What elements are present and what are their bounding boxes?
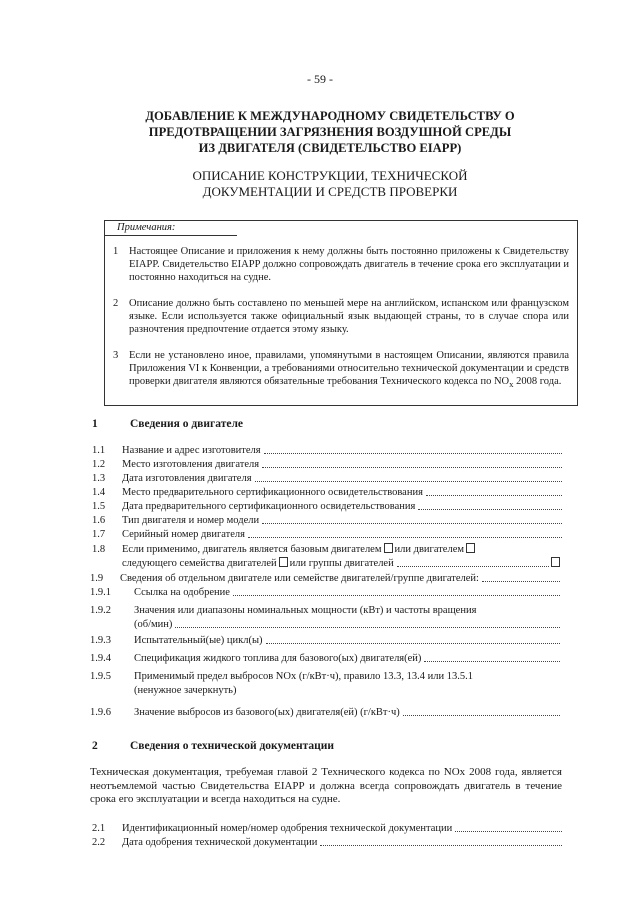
row-label: Тип двигателя и номер модели	[122, 515, 260, 526]
field-row-1-9	[90, 572, 560, 585]
row-label: Значение выбросов из базового(ых) двигателя(ей) (г/кВт·ч)	[134, 707, 400, 718]
field-row-1-9-3	[90, 634, 560, 647]
field-row-1-8-continued	[92, 557, 562, 570]
field-row-1-3	[92, 472, 562, 485]
section-title: Сведения о технической документации	[130, 740, 335, 752]
title-line-3: ИЗ ДВИГАТЕЛЯ (СВИДЕТЕЛЬСТВО EIAPP)	[198, 141, 462, 155]
field-row-1-8	[92, 543, 562, 556]
note-text-main: Если не установлено иное, правилами, упомянутыми в настоящем Описании, являются правила Приложения VI к Конвенции, а требованиями относительно технической документации и средств проверки двигателя являются обязательные требования Технического кодекса по NO	[129, 350, 569, 387]
fill-line[interactable]	[320, 836, 562, 846]
row-number: 2.1	[92, 823, 106, 834]
section-2-heading	[92, 740, 334, 752]
note-item-3	[113, 349, 569, 391]
fill-line[interactable]	[455, 822, 562, 832]
row-label: Сведения об отдельном двигателе или семействе двигателей/группе двигателей:	[120, 573, 479, 584]
fill-line[interactable]	[266, 634, 560, 644]
fill-line[interactable]	[397, 557, 549, 567]
row-number: 1.9.2	[90, 605, 111, 616]
family-checkbox[interactable]	[279, 557, 288, 567]
row-label-part: или группы двигателей	[289, 558, 394, 569]
title-line-1: ДОБАВЛЕНИЕ К МЕЖДУНАРОДНОМУ СВИДЕТЕЛЬСТВУ О	[145, 109, 515, 123]
row-number: 1.9.5	[90, 671, 111, 682]
field-row-1-9-5	[90, 670, 560, 683]
field-row-1-9-6	[90, 706, 560, 719]
row-label-part: следующего семейства двигателей	[122, 558, 277, 569]
field-row-1-9-1	[90, 586, 560, 599]
field-row-1-2	[92, 458, 562, 471]
row-label: Дата одобрения технической документации	[122, 837, 318, 848]
row-label: Ссылка на одобрение	[134, 587, 230, 598]
row-number: 1.4	[92, 487, 106, 498]
row-label: Спецификация жидкого топлива для базового(ых) двигателя(ей)	[134, 653, 422, 664]
row-number: 1.1	[92, 445, 106, 456]
note-subscript: x	[509, 379, 514, 390]
subtitle-line-1: ОПИСАНИЕ КОНСТРУКЦИИ, ТЕХНИЧЕСКОЙ	[192, 168, 468, 183]
base-engine-checkbox[interactable]	[384, 543, 393, 553]
row-label: Значения или диапазоны номинальных мощности (кВт) и частоты вращения	[134, 605, 477, 616]
field-row-1-9-5-continued	[90, 684, 560, 697]
notes-heading-divider	[105, 235, 237, 236]
note-number: 2	[113, 298, 119, 309]
row-label: (об/мин)	[134, 619, 173, 630]
row-number: 1.2	[92, 459, 106, 470]
row-number: 1.9.4	[90, 653, 111, 664]
fill-line[interactable]	[175, 618, 560, 628]
row-number: 2.2	[92, 837, 106, 848]
fill-line[interactable]	[262, 514, 562, 524]
section-1-heading	[92, 418, 243, 430]
section-number: 2	[92, 740, 98, 752]
fill-line[interactable]	[426, 486, 562, 496]
row-label: Место изготовления двигателя	[122, 459, 260, 470]
row-label: Серийный номер двигателя	[122, 529, 245, 540]
title-line-2: ПРЕДОТВРАЩЕНИИ ЗАГРЯЗНЕНИЯ ВОЗДУШНОЙ СРЕДЫ	[148, 125, 512, 139]
row-label: Название и адрес изготовителя	[122, 445, 261, 456]
row-number: 1.9	[90, 573, 104, 584]
row-label: Место предварительного сертификационного освидетельствования	[122, 487, 423, 498]
note-text-end: 2008 года.	[513, 376, 562, 387]
document-title	[120, 108, 540, 156]
fill-line[interactable]	[255, 472, 562, 482]
note-item-2	[113, 297, 569, 336]
family-engine-checkbox[interactable]	[466, 543, 475, 553]
notes-heading: Примечания:	[117, 222, 176, 233]
note-number: 3	[113, 350, 119, 361]
fill-line[interactable]	[248, 528, 562, 538]
row-number: 1.3	[92, 473, 106, 484]
fill-line[interactable]	[424, 652, 560, 662]
row-number: 1.6	[92, 515, 106, 526]
field-row-1-7	[92, 528, 562, 541]
field-row-1-9-2	[90, 604, 560, 617]
field-row-1-4	[92, 486, 562, 499]
field-row-1-5	[92, 500, 562, 513]
fill-line[interactable]	[482, 572, 560, 582]
section-number: 1	[92, 418, 98, 430]
note-text: Описание должно быть составлено по меньшей мере на английском, испанском или французском языке. Если используется также официальный язык выдающей страны, то в случае спора или разночтения предпочтение отдается этому языку.	[129, 298, 569, 335]
fill-line[interactable]	[233, 586, 560, 596]
fill-line[interactable]	[264, 444, 562, 454]
row-number: 1.8	[92, 544, 106, 555]
row-number: 1.9.1	[90, 587, 111, 598]
row-label: Дата изготовления двигателя	[122, 473, 252, 484]
row-number: 1.9.6	[90, 707, 111, 718]
field-row-2-2	[92, 836, 562, 849]
group-checkbox[interactable]	[551, 557, 560, 567]
field-row-1-6	[92, 514, 562, 527]
notes-box	[104, 220, 578, 406]
row-number-empty	[92, 557, 122, 570]
row-number: 1.9.3	[90, 635, 111, 646]
page-number: - 59 -	[307, 72, 333, 86]
subtitle-line-2: ДОКУМЕНТАЦИИ И СРЕДСТВ ПРОВЕРКИ	[202, 184, 458, 199]
row-number: 1.5	[92, 501, 106, 512]
row-label: Испытательный(ые) цикл(ы)	[134, 635, 263, 646]
note-item-1	[113, 245, 569, 284]
field-row-1-1	[92, 444, 562, 457]
row-label: Идентификационный номер/номер одобрения технической документации	[122, 823, 453, 834]
row-label-part: Если применимо, двигатель является базовым двигателем	[122, 544, 382, 555]
row-label: Дата предварительного сертификационного освидетельствования	[122, 501, 416, 512]
fill-line[interactable]	[262, 458, 562, 468]
document-subtitle	[150, 168, 510, 200]
section-title: Сведения о двигателе	[130, 418, 244, 430]
field-row-1-9-2-continued	[90, 618, 560, 631]
section-2-paragraph: Техническая документация, требуемая главой 2 Технического кодекса по NOx 2008 года, является неотъемлемой частью Свидетельства EIAPP и должна всегда сопровождать двигатель в течение срока его эксплуатации и всегда находиться на судне.	[90, 766, 562, 805]
row-label: (ненужное зачеркнуть)	[134, 685, 237, 696]
row-number-empty	[90, 684, 134, 697]
field-row-2-1	[92, 822, 562, 835]
row-number-empty	[90, 618, 134, 631]
note-text	[129, 349, 569, 391]
note-number: 1	[113, 246, 119, 257]
row-number: 1.7	[92, 529, 106, 540]
row-label: Применимый предел выбросов NOx (г/кВт·ч), правило 13.3, 13.4 или 13.5.1	[134, 671, 473, 682]
field-row-1-9-4	[90, 652, 560, 665]
note-text: Настоящее Описание и приложения к нему должны быть постоянно приложены к Свидетельству EIAPP. Свидетельство EIAPP должно сопровождать двигатель в течение срока его эксплуатации и постоянно находиться на судне.	[129, 246, 569, 283]
fill-line[interactable]	[403, 706, 560, 716]
row-label-part: или двигателем	[394, 544, 465, 555]
fill-line[interactable]	[418, 500, 562, 510]
